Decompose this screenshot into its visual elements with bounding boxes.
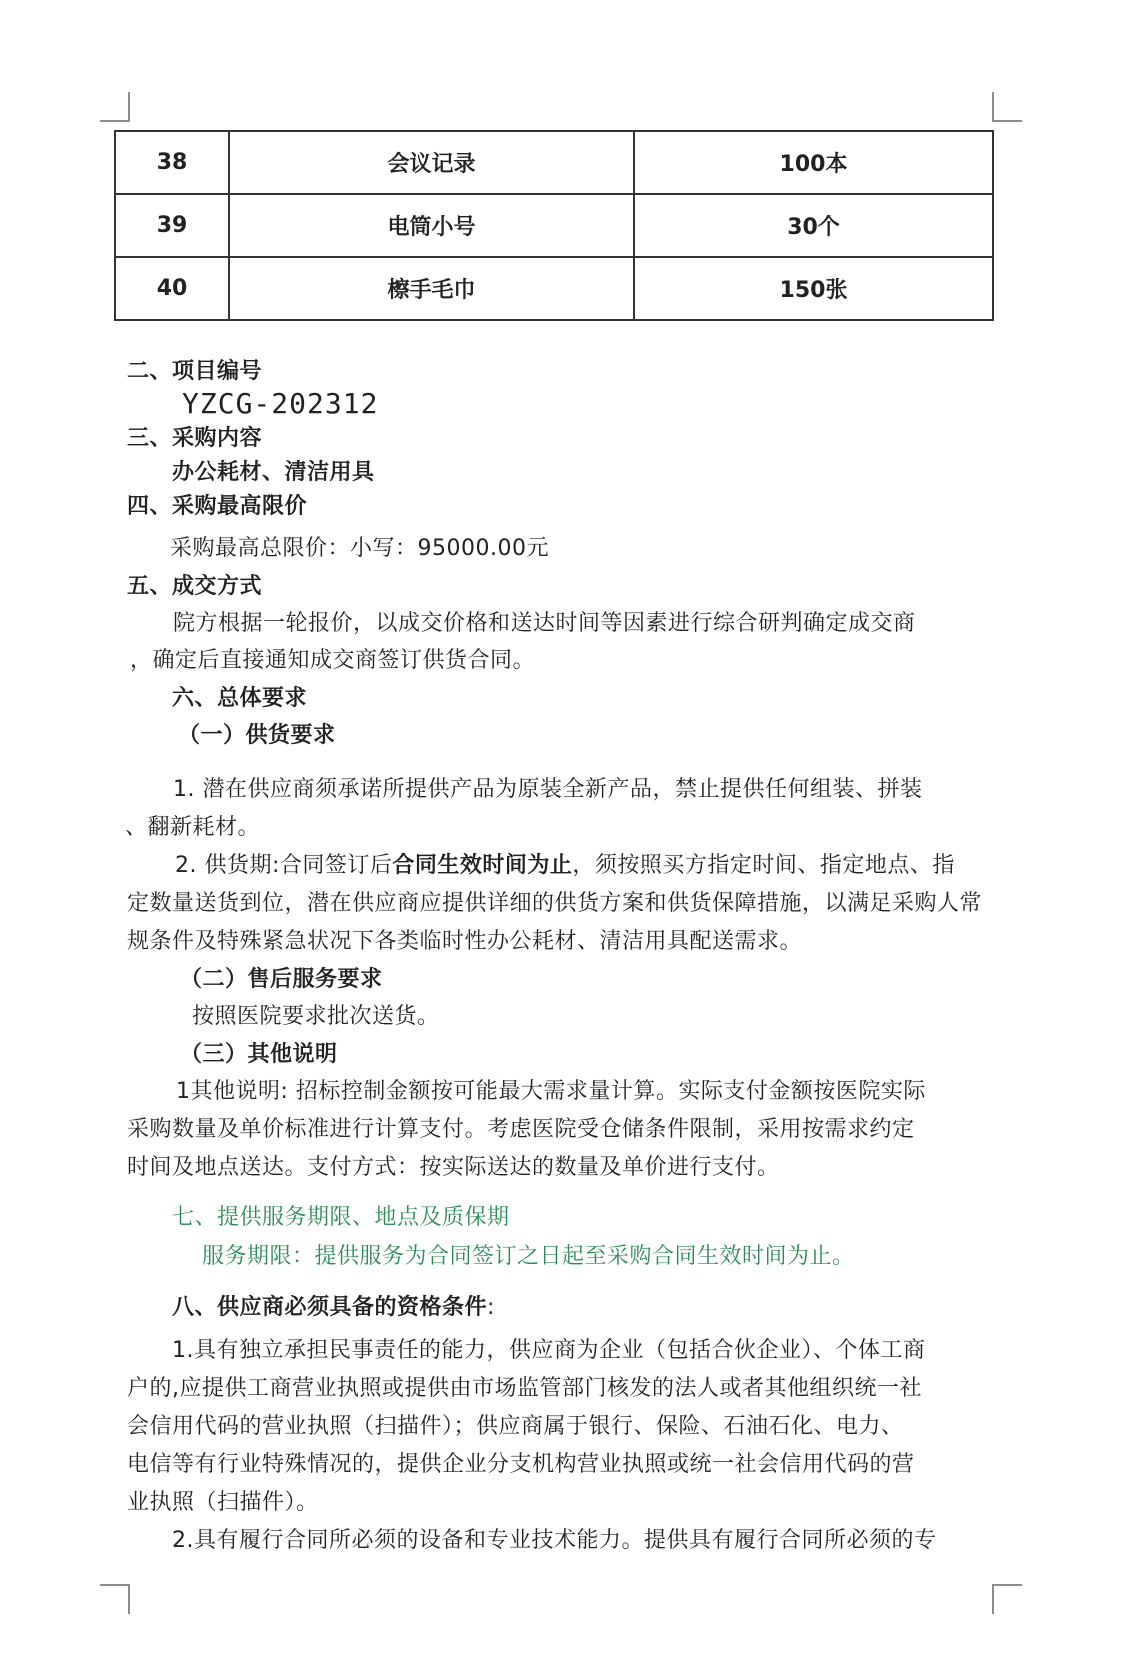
table-row: [115, 257, 993, 320]
deal-method-line-1: 院方根据一轮报价，以成交价格和送达时间等因素进行综合研判确定成交商: [173, 611, 916, 636]
procurement-content: 办公耗材、清洁用具: [172, 460, 375, 485]
supply-req-1-line-1: 1. 潜在供应商须承诺所提供产品为原装全新产品，禁止提供任何组装、拼装: [173, 777, 923, 802]
qualification-line-5: 业执照（扫描件）。: [127, 1490, 319, 1515]
supply-period-emphasis: 合同生效时间为止: [392, 853, 573, 878]
subsection-other-heading: （三）其他说明: [180, 1042, 338, 1067]
item-name: 檫手毛巾: [229, 257, 634, 320]
section-8-heading: [172, 1293, 495, 1323]
items-table: [114, 130, 994, 321]
crop-mark-bottom-left: [100, 1584, 130, 1614]
after-sales-line: 按照医院要求批次送货。: [192, 1004, 440, 1029]
qualification-line-4: 电信等有行业特殊情况的，提供企业分支机构营业执照或统一社会信用代码的营: [127, 1452, 915, 1477]
deal-method-line-2: ，确定后直接通知成交商签订供货合同。: [130, 648, 536, 673]
item-number: 40: [115, 257, 229, 320]
section-2-heading: 二、项目编号: [127, 359, 263, 384]
other-notes-line-2: 采购数量及单价标准进行计算支付。考虑医院受仓储条件限制，采用按需求约定: [127, 1117, 915, 1142]
crop-mark-bottom-right: [992, 1584, 1022, 1614]
section-8-title: 八、供应商必须具备的资格条件: [172, 1295, 488, 1320]
item-quantity: 30个: [634, 194, 993, 257]
section-8-colon: :: [487, 1295, 495, 1320]
qualification-line-3: 会信用代码的营业执照（扫描件）；供应商属于银行、保险、石油石化、电力、: [127, 1414, 904, 1439]
item-quantity: 150张: [634, 257, 993, 320]
qualification-line-2: 户的,应提供工商营业执照或提供由市场监管部门核发的法人或者其他组织统一社: [127, 1376, 922, 1401]
supply-req-2-line-3: 规条件及特殊紧急状况下各类临时性办公耗材、清洁用具配送需求。: [127, 929, 803, 954]
item-number: 38: [115, 131, 229, 194]
crop-mark-top-right: [992, 92, 1022, 122]
supply-period-text-cont: ，须按照买方指定时间、指定地点、指: [572, 853, 955, 878]
section-7-heading: 七、提供服务期限、地点及质保期: [172, 1205, 510, 1230]
other-notes-line-3: 时间及地点送达。支付方式：按实际送达的数量及单价进行支付。: [127, 1155, 780, 1180]
max-price-line: 采购最高总限价：小写：95000.00元: [170, 536, 549, 561]
table-row: [115, 194, 993, 257]
section-6-heading: 六、总体要求: [172, 686, 308, 711]
item-number: 39: [115, 194, 229, 257]
crop-mark-top-left: [100, 92, 130, 122]
project-number: YZCG-202312: [182, 387, 379, 420]
section-3-heading: 三、采购内容: [127, 426, 263, 451]
item-name: 会议记录: [229, 131, 634, 194]
supply-req-2-line-2: 定数量送货到位，潜在供应商应提供详细的供货方案和供货保障措施，以满足采购人常: [127, 891, 983, 916]
section-4-heading: 四、采购最高限价: [127, 494, 308, 519]
table-row: [115, 131, 993, 194]
item-name: 电筒小号: [229, 194, 634, 257]
subsection-after-sales-heading: （二）售后服务要求: [180, 967, 383, 992]
qualification-line-6: 2.具有履行合同所必须的设备和专业技术能力。提供具有履行合同所必须的专: [172, 1528, 937, 1553]
section-5-heading: 五、成交方式: [127, 574, 263, 599]
item-quantity: 100本: [634, 131, 993, 194]
subsection-supply-heading: （一）供货要求: [178, 723, 336, 748]
supply-req-2-line-1: [175, 851, 955, 881]
supply-req-1-line-2: 、翻新耗材。: [125, 815, 261, 840]
qualification-line-1: 1.具有独立承担民事责任的能力，供应商为企业（包括合伙企业）、个体工商: [172, 1338, 926, 1363]
service-period-line: 服务期限：提供服务为合同签订之日起至采购合同生效时间为止。: [202, 1244, 855, 1269]
other-notes-line-1: 1其他说明: 招标控制金额按可能最大需求量计算。实际支付金额按医院实际: [176, 1079, 926, 1104]
supply-period-text: 2. 供货期:合同签订后: [175, 853, 393, 878]
